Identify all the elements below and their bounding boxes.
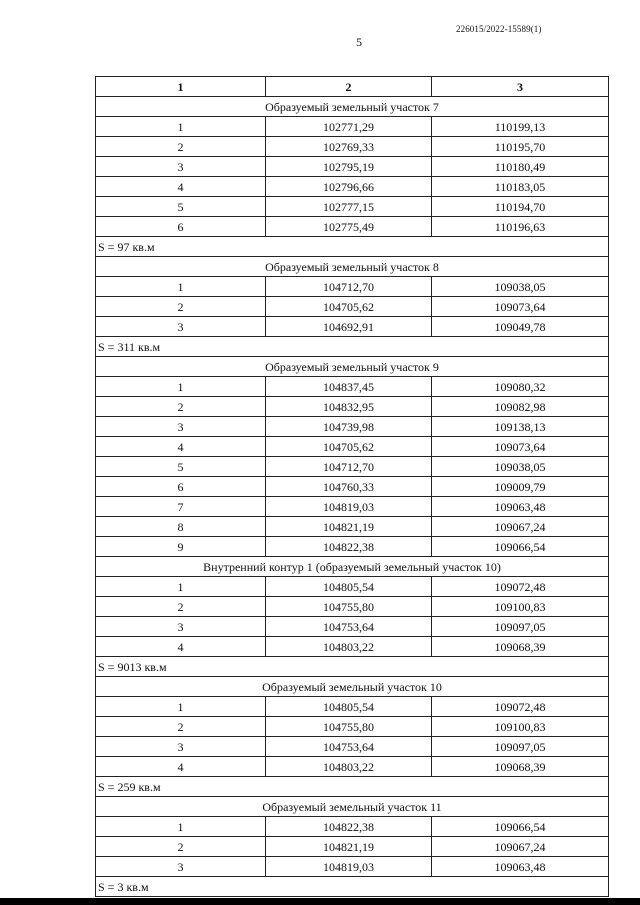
- section-title: Внутренний контур 1 (образуемый земельный участок 10): [96, 557, 609, 577]
- x-coordinate-cell: 102795,19: [266, 157, 432, 177]
- x-coordinate-cell: 104803,22: [266, 757, 432, 777]
- point-number-cell: 2: [96, 837, 266, 857]
- x-coordinate-cell: 104712,70: [266, 277, 432, 297]
- x-coordinate-cell: 104760,33: [266, 477, 432, 497]
- page-number: 5: [356, 35, 362, 49]
- y-coordinate-cell: 109100,83: [432, 717, 609, 737]
- x-coordinate-cell: 104753,64: [266, 737, 432, 757]
- y-coordinate-cell: 109038,05: [432, 457, 609, 477]
- x-coordinate-cell: 104821,19: [266, 517, 432, 537]
- y-coordinate-cell: 109066,54: [432, 537, 609, 557]
- point-number-cell: 1: [96, 817, 266, 837]
- x-coordinate-cell: 102796,66: [266, 177, 432, 197]
- x-coordinate-cell: 102771,29: [266, 117, 432, 137]
- point-number-cell: 3: [96, 317, 266, 337]
- table-body: [96, 97, 609, 897]
- table-row: [96, 297, 609, 317]
- y-coordinate-cell: 110196,63: [432, 217, 609, 237]
- point-number-cell: 1: [96, 377, 266, 397]
- y-coordinate-cell: 110195,70: [432, 137, 609, 157]
- area-value: S = 9013 кв.м: [96, 657, 609, 677]
- table-row: [96, 277, 609, 297]
- table-row: [96, 457, 609, 477]
- table-row: [96, 817, 609, 837]
- section-title-row: [96, 797, 609, 817]
- x-coordinate-cell: 104819,03: [266, 857, 432, 877]
- section-title: Образуемый земельный участок 9: [96, 357, 609, 377]
- table-row: [96, 537, 609, 557]
- table-row: [96, 317, 609, 337]
- y-coordinate-cell: 110183,05: [432, 177, 609, 197]
- point-number-cell: 3: [96, 737, 266, 757]
- point-number-cell: 3: [96, 617, 266, 637]
- y-coordinate-cell: 110180,49: [432, 157, 609, 177]
- section-title: Образуемый земельный участок 10: [96, 677, 609, 697]
- section-title-row: [96, 677, 609, 697]
- table-row: [96, 137, 609, 157]
- scan-edge: [0, 898, 640, 905]
- x-coordinate-cell: 104822,38: [266, 537, 432, 557]
- table-row: [96, 197, 609, 217]
- area-value: S = 3 кв.м: [96, 877, 609, 897]
- table-row: [96, 857, 609, 877]
- y-coordinate-cell: 109097,05: [432, 617, 609, 637]
- point-number-cell: 9: [96, 537, 266, 557]
- table-row: [96, 757, 609, 777]
- y-coordinate-cell: 109063,48: [432, 497, 609, 517]
- y-coordinate-cell: 110199,13: [432, 117, 609, 137]
- table-row: [96, 117, 609, 137]
- x-coordinate-cell: 104837,45: [266, 377, 432, 397]
- point-number-cell: 6: [96, 217, 266, 237]
- table-row: [96, 497, 609, 517]
- y-coordinate-cell: 110194,70: [432, 197, 609, 217]
- table-row: [96, 517, 609, 537]
- table-row: [96, 217, 609, 237]
- column-header: 3: [432, 77, 609, 97]
- x-coordinate-cell: 102775,49: [266, 217, 432, 237]
- point-number-cell: 1: [96, 577, 266, 597]
- x-coordinate-cell: 104739,98: [266, 417, 432, 437]
- x-coordinate-cell: 104755,80: [266, 597, 432, 617]
- table-row: [96, 377, 609, 397]
- area-value: S = 311 кв.м: [96, 337, 609, 357]
- y-coordinate-cell: 109066,54: [432, 817, 609, 837]
- table-row: [96, 837, 609, 857]
- point-number-cell: 2: [96, 597, 266, 617]
- point-number-cell: 4: [96, 437, 266, 457]
- point-number-cell: 4: [96, 637, 266, 657]
- x-coordinate-cell: 104819,03: [266, 497, 432, 517]
- x-coordinate-cell: 104805,54: [266, 697, 432, 717]
- point-number-cell: 2: [96, 297, 266, 317]
- point-number-cell: 8: [96, 517, 266, 537]
- x-coordinate-cell: 104821,19: [266, 837, 432, 857]
- y-coordinate-cell: 109068,39: [432, 757, 609, 777]
- y-coordinate-cell: 109073,64: [432, 297, 609, 317]
- coordinates-table: [95, 76, 609, 897]
- point-number-cell: 5: [96, 197, 266, 217]
- point-number-cell: 3: [96, 857, 266, 877]
- table-row: [96, 437, 609, 457]
- y-coordinate-cell: 109072,48: [432, 577, 609, 597]
- x-coordinate-cell: 104712,70: [266, 457, 432, 477]
- area-value: S = 259 кв.м: [96, 777, 609, 797]
- point-number-cell: 3: [96, 157, 266, 177]
- section-title: Образуемый земельный участок 8: [96, 257, 609, 277]
- x-coordinate-cell: 104753,64: [266, 617, 432, 637]
- area-row: [96, 877, 609, 897]
- section-title-row: [96, 97, 609, 117]
- point-number-cell: 2: [96, 137, 266, 157]
- y-coordinate-cell: 109049,78: [432, 317, 609, 337]
- table-row: [96, 417, 609, 437]
- y-coordinate-cell: 109080,32: [432, 377, 609, 397]
- table-row: [96, 617, 609, 637]
- point-number-cell: 3: [96, 417, 266, 437]
- table-row: [96, 637, 609, 657]
- point-number-cell: 5: [96, 457, 266, 477]
- table-row: [96, 597, 609, 617]
- area-row: [96, 337, 609, 357]
- table-row: [96, 397, 609, 417]
- y-coordinate-cell: 109072,48: [432, 697, 609, 717]
- x-coordinate-cell: 104805,54: [266, 577, 432, 597]
- table-row: [96, 157, 609, 177]
- table-header-row: [96, 77, 609, 97]
- section-title: Образуемый земельный участок 7: [96, 97, 609, 117]
- y-coordinate-cell: 109082,98: [432, 397, 609, 417]
- x-coordinate-cell: 104705,62: [266, 297, 432, 317]
- point-number-cell: 4: [96, 757, 266, 777]
- y-coordinate-cell: 109009,79: [432, 477, 609, 497]
- column-header: 2: [266, 77, 432, 97]
- section-title-row: [96, 257, 609, 277]
- x-coordinate-cell: 104755,80: [266, 717, 432, 737]
- y-coordinate-cell: 109100,83: [432, 597, 609, 617]
- point-number-cell: 1: [96, 117, 266, 137]
- area-row: [96, 657, 609, 677]
- x-coordinate-cell: 104692,91: [266, 317, 432, 337]
- table-row: [96, 177, 609, 197]
- section-title: Образуемый земельный участок 11: [96, 797, 609, 817]
- point-number-cell: 1: [96, 697, 266, 717]
- y-coordinate-cell: 109038,05: [432, 277, 609, 297]
- point-number-cell: 6: [96, 477, 266, 497]
- point-number-cell: 2: [96, 717, 266, 737]
- y-coordinate-cell: 109063,48: [432, 857, 609, 877]
- x-coordinate-cell: 104822,38: [266, 817, 432, 837]
- x-coordinate-cell: 104705,62: [266, 437, 432, 457]
- table-row: [96, 737, 609, 757]
- table-row: [96, 577, 609, 597]
- document-registration-code: 226015/2022-15589(1): [456, 24, 542, 34]
- point-number-cell: 4: [96, 177, 266, 197]
- x-coordinate-cell: 104803,22: [266, 637, 432, 657]
- table-row: [96, 717, 609, 737]
- x-coordinate-cell: 102769,33: [266, 137, 432, 157]
- table-row: [96, 697, 609, 717]
- y-coordinate-cell: 109097,05: [432, 737, 609, 757]
- x-coordinate-cell: 104832,95: [266, 397, 432, 417]
- area-row: [96, 777, 609, 797]
- section-title-row: [96, 557, 609, 577]
- x-coordinate-cell: 102777,15: [266, 197, 432, 217]
- y-coordinate-cell: 109073,64: [432, 437, 609, 457]
- column-header: 1: [96, 77, 266, 97]
- y-coordinate-cell: 109067,24: [432, 837, 609, 857]
- point-number-cell: 2: [96, 397, 266, 417]
- y-coordinate-cell: 109067,24: [432, 517, 609, 537]
- point-number-cell: 1: [96, 277, 266, 297]
- section-title-row: [96, 357, 609, 377]
- point-number-cell: 7: [96, 497, 266, 517]
- area-value: S = 97 кв.м: [96, 237, 609, 257]
- table-row: [96, 477, 609, 497]
- area-row: [96, 237, 609, 257]
- y-coordinate-cell: 109068,39: [432, 637, 609, 657]
- y-coordinate-cell: 109138,13: [432, 417, 609, 437]
